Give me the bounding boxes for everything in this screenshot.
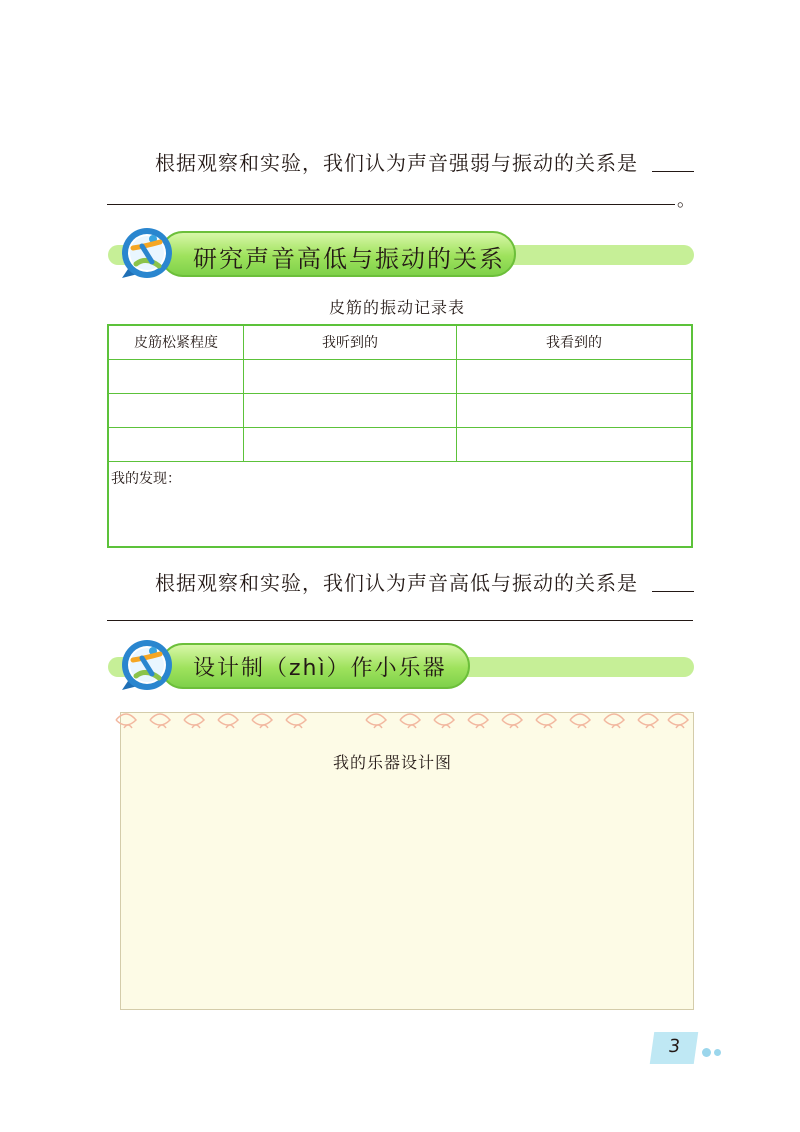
section2-title: 设计制（zhì）作小乐器 <box>193 656 447 681</box>
column-header-tension: 皮筋松紧程度 <box>108 325 244 359</box>
answer-blank-2b[interactable] <box>107 620 693 621</box>
table-cell[interactable] <box>108 427 244 461</box>
table-row <box>108 427 692 461</box>
notepad-binding-rings <box>108 706 694 738</box>
table-row <box>108 359 692 393</box>
table-caption: 皮筋的振动记录表 <box>329 298 466 317</box>
table-cell[interactable] <box>108 393 244 427</box>
table-cell[interactable] <box>244 393 457 427</box>
table-cell[interactable] <box>108 359 244 393</box>
page-number: 3 <box>650 1032 698 1064</box>
findings-cell[interactable] <box>108 461 692 547</box>
activity-logo-icon <box>116 638 178 696</box>
paragraph1-period: 。 <box>677 190 695 211</box>
table-row <box>108 393 692 427</box>
paragraph-sound-pitch: 根据观察和实验，我们认为声音高低与振动的关系是 <box>155 571 638 595</box>
decorative-dot-icon <box>714 1049 721 1056</box>
column-header-heard: 我听到的 <box>244 325 457 359</box>
column-header-seen: 我看到的 <box>457 325 693 359</box>
table-cell[interactable] <box>244 427 457 461</box>
design-box-title: 我的乐器设计图 <box>333 753 453 772</box>
answer-blank-2a[interactable] <box>652 591 694 592</box>
table-cell[interactable] <box>457 359 693 393</box>
decorative-dot-icon <box>702 1048 711 1057</box>
table-cell[interactable] <box>244 359 457 393</box>
table-cell[interactable] <box>457 427 693 461</box>
answer-blank-1b[interactable] <box>107 204 675 205</box>
findings-label: 我的发现： <box>111 470 181 487</box>
answer-blank-1a[interactable] <box>652 171 694 172</box>
section1-title: 研究声音高低与振动的关系 <box>193 245 505 273</box>
vibration-record-table <box>107 324 693 548</box>
table-cell[interactable] <box>457 393 693 427</box>
paragraph-sound-strength: 根据观察和实验，我们认为声音强弱与振动的关系是 <box>155 151 638 175</box>
activity-logo-icon <box>116 226 178 284</box>
